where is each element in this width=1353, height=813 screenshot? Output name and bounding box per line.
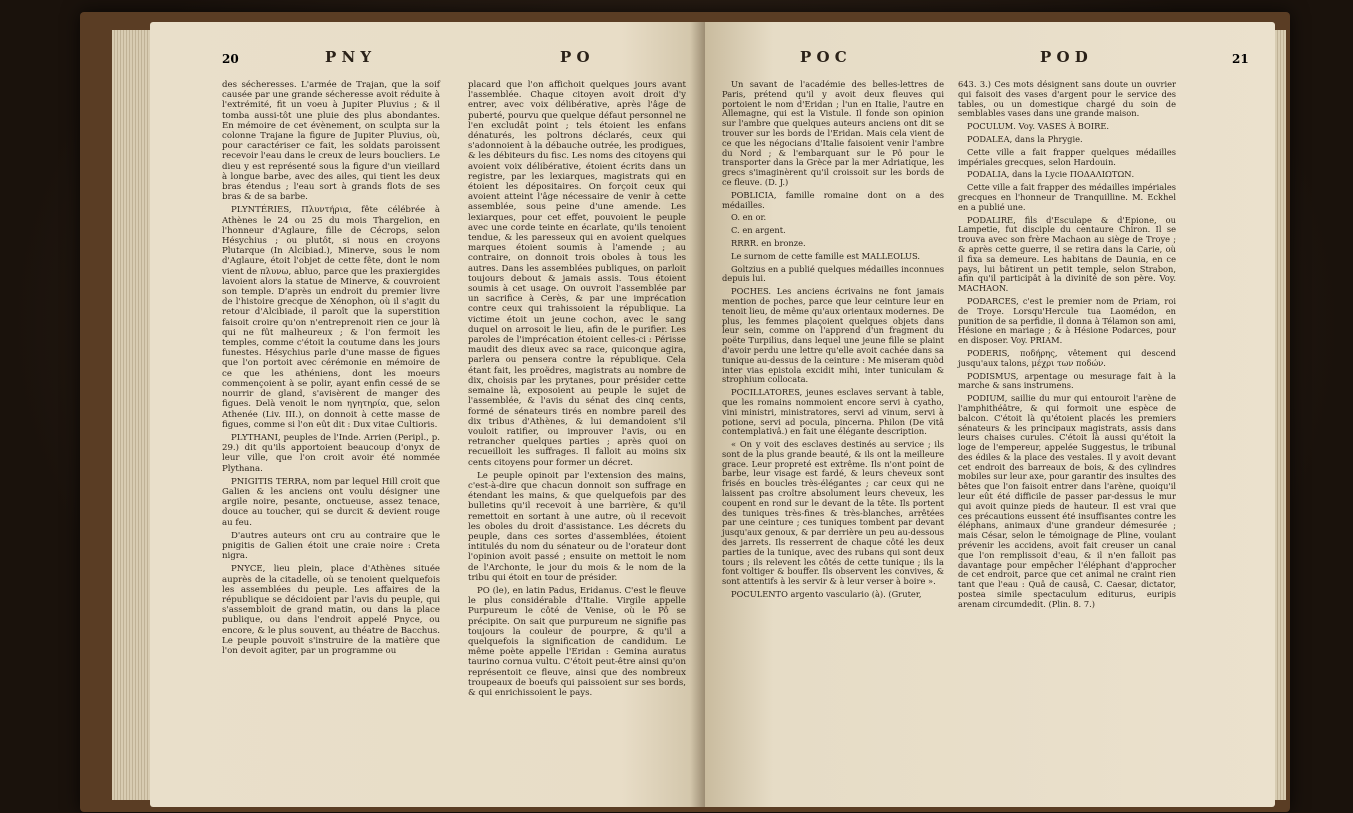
entry-pocillatores: POCILLATORES, jeunes esclaves servant à table, que les romains nommoient encore servi à cyatho, vini ministri, ministratores, servi ad vinum, servi à potione, servi ad pocula, pincerna. Philon (De vitâ contemplativâ.) en fait une élégante description. bbox=[722, 387, 944, 437]
entry-paragraph: Le peuple opinoit par l'extension des mains, c'est-à-dire que chacun donnoit son suffrage en étendant les mains, & que quelquefois par des bulletins qu'il recevoit à une barrière, & qu'il remettoit en sortant à une autre, où il recevoit les oboles du droit d'assistance. Les décrets du peuple, dans ces sortes d'assemblées, étoient intitulés du nom du sénateur ou de l'orateur dont l'opinion avoit passé ; ensuite on mettoit le nom de l'Archonte, le jour du mois & le nom de la tribu qui étoit en tour de présider. bbox=[468, 470, 686, 583]
entry-pnigitis: PNIGITIS TERRA, nom par lequel Hill croit que Galien & les anciens ont voulu désigner une argile noire, pesante, onctueuse, assez tenace, douce au toucher, qui se durcit & devient rouge au feu. bbox=[222, 476, 440, 528]
left-column-2 bbox=[468, 80, 686, 701]
quotation-paragraph: « On y voit des esclaves destinés au service ; ils sont de la plus grande beauté, & ils ont la meilleure grace. Leur propreté est extrême. Ils n'ont point de barbe, leur visage est fardé, & leurs cheveux sont frisés en boucles très-élégantes ; car ceux qui ne laissent pas croître absolument leurs cheveux, les coupent en rond sur le devant de la tête. Ils portent des tuniques très-fines & très-blanches, arrêtées par une ceinture ; ces tuniques tombent par devant jusqu'aux genoux, & par derrière un peu au-dessous des jarrets. Ils resserrent de chaque côté les deux parties de la tunique, avec des rubans qui sont deux tours ; ils relevent les côtés de cette tunique ; ils la font voltiger & bouffer. Ils observent les convives, & sont attentifs à les servir & à leur verser à boire ». bbox=[722, 439, 944, 587]
entry-podismus: PODISMUS, arpentage ou mesurage fait à la marche & sans instrumens. bbox=[958, 370, 1176, 391]
entry-podarces: PODARCES, c'est le premier nom de Priam, roi de Troye. Lorsqu'Hercule tua Laomédon, en punition de sa perfidie, il donna à Télamon son ami, Hésione en mariage ; & à Hésione Podarces, pour en disposer. Voy. PRIAM. bbox=[958, 295, 1176, 346]
entry-pnigitis-note: D'autres auteurs ont cru au contraire que le pnigitis de Galien étoit une craie noire : Creta nigra. bbox=[222, 530, 440, 562]
entry-po: PO (le), en latin Padus, Eridanus. C'est le fleuve le plus considérable d'Italie. Virgile appelle Purpureum le côté de Venise, où le Pô se précipite. On sait que purpureum ne signifie pas toujours la couleur de pourpre, & qu'il a quelquefois la signification de candidum. Le même poète appelle l'Eridan : Gemina auratus taurino cornua vultu. C'étoit peut-être ainsi qu'on représentoit ce fleuve, ainsi que des nombreux troupeaux de boeufs qui paissoient sur ses bords, & qui enrichissoient le pays. bbox=[468, 585, 686, 698]
list-item: C. en argent. bbox=[731, 225, 786, 236]
right-header-left: P O C bbox=[800, 48, 847, 66]
entry-plythani: PLYTHANI, peuples de l'Inde. Arrien (Peripl., p. 29.) dit qu'ils apportoient beaucoup d'onyx de leur ville, que l'on croit avoir été nommée Plythana. bbox=[222, 432, 440, 474]
entry-podium: PODIUM, saillie du mur qui entouroit l'arène de l'amphithéâtre, & qui formoit une espèce de balcon. C'étoit là qu'étoient placés les premiers sénateurs & les principaux magistrats, assis dans leurs chaises curules. C'étoit là aussi qu'étoit la loge de l'empereur, appelée Suggestus, le tribunal des édiles & la place des vestales. Il y avoit devant cet endroit des barreaux de bois, & des cylindres mobiles sur leur axe, pour garantir des insultes des bêtes que l'on faisoit entrer dans l'arène, quoiqu'il leur eût été difficile de passer par-dessus le mur qui avoit quinze pieds de hauteur. Il est vrai que ces précautions eussent été insuffisantes contre les éléphans, animaux d'une grandeur démesurée ; mais César, selon le témoignage de Pline, voulant prévenir les accidens, avoit fait creuser un canal que l'on remplissoit d'eau, & il n'en falloit pas davantage pour empêcher l'éléphant d'approcher de cet endroit, parce que cet animal ne craint rien tant que l'eau : Quâ de causâ, C. Caesar, dictator, postea simile spectaculum editurus, euripis arenam circumdedit. (Plin. 8. 7.) bbox=[958, 393, 1176, 609]
left-header-right: P O bbox=[560, 48, 590, 66]
entry-plynteries: PLYNTÉRIES, Πλυντήρια, fête célébrée à Athènes le 24 ou 25 du mois Thargelion, en l'honneur d'Aglaure, fille de Cécrops, selon Hésychius ; ou plutôt, si nous en croyons Plutarque (In Alcibiad.), Minerve, sous le nom d'Aglaure, étoit l'objet de cette fête, dont le nom vient de πλυνω, abluo, parce que les praxiergides lavoient alors la statue de Minerve, & couvroient son temple. D'après un endroit du premier livre de l'histoire grecque de Xénophon, où il s'agit du retour d'Alcibiade, il paroît que la superstition faisoit croire qu'on n'entreprenoit rien ce jour là qui ne fût malheureux ; & l'on fermoit les temples, comme c'étoit la coutume dans les jours funestes. Hésychius parle d'une masse de figues que l'on portoit avec cérémonie en mémoire de ce que les athéniens, dont les moeurs commençoient à se polir, ayant enfin cessé de se nourrir de gland, s'avisèrent de manger des figues. Delà venoit le nom ηγητηρία, que, selon Athenée (Liv. III.), on donnoit à cette masse de figues, comme si l'on eût dit : Dux vitae Cultioris. bbox=[222, 205, 440, 430]
entry-poderis: PODERIS, ποδήρης, vêtement qui descend jusqu'aux talons, μέχρι των ποδών. bbox=[958, 347, 1176, 368]
list-item: RRRR. en bronze. bbox=[731, 237, 806, 248]
entry-poculum: POCULUM. Voy. VASES À BOIRE. bbox=[967, 121, 1110, 132]
right-column-1 bbox=[722, 80, 944, 603]
entry-paragraph: Cette ville a fait frapper quelques médailles impériales grecques, selon Hardouin. bbox=[958, 146, 1176, 167]
page-edges-left bbox=[112, 30, 152, 800]
entry-podalea: PODALEA, dans la Phrygie. bbox=[967, 133, 1083, 144]
entry-poblicia: POBLICIA, famille romaine dont on a des médailles. bbox=[722, 189, 944, 210]
left-page-number: 20 bbox=[222, 52, 239, 66]
list-item: O. en or. bbox=[731, 212, 767, 223]
right-page-number: 21 bbox=[1232, 52, 1249, 66]
entry-paragraph: Goltzius en a publié quelques médailles inconnues depuis lui. bbox=[722, 263, 944, 284]
entry-paragraph: Un savant de l'académie des belles-lettres de Paris, prétend qu'il y avoit deux fleuves qui portoient le nom d'Eridan ; l'un en Italie, l'autre en Allemagne, qui est la Vistule. Il fonde son opinion sur l'ambre que quelques auteurs anciens ont dit se trouver sur les bords de l'Eridan. Mais cela vient de ce que les négocians d'Italie faisoient venir l'ambre du Nord ; & l'embarquant sur le Pô pour le transporter dans la Grèce par la mer Adriatique, les grecs s'imaginèrent qu'il croissoit sur les bords de ce fleuve. (D. J.) bbox=[722, 79, 944, 187]
entry-paragraph: des sécheresses. L'armée de Trajan, que la soif causée par une grande sécheresse avoit réduite à l'extrémité, fit un voeu à Jupiter Pluvius ; & il tomba aussi-tôt une pluie des plus abondantes. En mémoire de cet évènement, on sculpta sur la colonne Trajane la figure de Jupiter Pluvius, où, pour caractériser ce fait, les soldats paroissent recevoir l'eau dans le creux de leurs boucliers. Le dieu y est représenté sous la figure d'un vieillard à longue barbe, avec des ailes, qui tient les deux bras étendus ; l'eau sort à grands flots de ses bras & de sa barbe. bbox=[222, 80, 440, 203]
entry-paragraph: placard que l'on affichoit quelques jours avant l'assemblée. Chaque citoyen avoit droit d'y entrer, avec voix délibérative, après l'âge de puberté, pourvu que quelque défaut personnel ne l'en excludât point ; tels étoient les enfans dénaturés, les poltrons déclarés, ceux qui s'adonnoient à la débauche outrée, les prodigues, & les débiteurs du fisc. Les noms des citoyens qui avoient voix délibérative, étoient écrits dans un registre, par les lexiarques, magistrats qui en étoient les dépositaires. On forçoit ceux qui avoient atteint l'âge nécessaire de venir à cette assemblée, sous peine d'une amende. Les lexiarques, pour cet effet, pouvoient le peuple avec une corde teinte en écarlate, qu'ils tenoient tendue, & les paresseux qui en avoient quelques marques étoient soumis à l'amende ; au contraire, on donnoit trois oboles à tous les autres. Dans les assemblées publiques, on parloit toujours debout & jamais assis. Tous étoient soumis à cet usage. On ouvroit l'assemblée par un sacrifice à Cerès, & par une imprécation contre ceux qui trahissoient la république. La victime étoit un jeune cochon, avec le sang duquel on arrosoit le lieu, afin de le purifier. Les paroles de l'imprécation étoient celles-ci : Périsse maudit des dieux avec sa race, quiconque agira, parlera ou pensera contre la république. Cela étant fait, les proëdres, magistrats au nombre de dix, choisis par les prytanes, pour présider cette semaine là, exposoient au peuple le sujet de l'assemblée, & l'avis du sénat des cinq cents, formé de sénateurs tirés en nombre pareil des dix tribus d'Athènes, & lui demandoient s'il vouloit ratifier, ou improuver l'avis, ou en retrancher quelques parties ; après quoi on recueilloit les suffrages. Il falloit au moins six cents citoyens pour former un décret. bbox=[468, 80, 686, 468]
right-column-2 bbox=[958, 80, 1176, 613]
entry-poculento: POCULENTO argento vasculario (à). (Gruter, bbox=[731, 589, 922, 600]
entry-pnyce: PNYCE, lieu plein, place d'Athènes située auprès de la citadelle, où se tenoient quelquefois les assemblées du peuple. Les affaires de la république se décidoient par l'avis du peuple, qui s'assembloit de grand matin, ou dans la place publique, ou dans l'endroit appelé Pnyce, ou encore, & le plus souvent, au théatre de Bacchus. Le peuple pouvoit s'instruire de la matière que l'on devoit agiter, par un programme ou bbox=[222, 564, 440, 656]
left-column-1 bbox=[222, 80, 440, 659]
left-header-left: P N Y bbox=[325, 48, 372, 66]
entry-paragraph: Le surnom de cette famille est MALLEOLUS. bbox=[731, 250, 921, 261]
entry-podalire: PODALIRE, fils d'Esculape & d'Epione, ou Lampetie, fut disciple du centaure Chiron. Il se trouva avec son frère Machaon au siège de Troye ; & après cette guerre, il se retira dans la Carie, où il fixa sa demeure. Les habitans de Daunia, en ce pays, lui bâtirent un petit temple, selon Strabon, afin qu'il participât à la divinité de son père. Voy. MACHAON. bbox=[958, 214, 1176, 294]
entry-poches: POCHES. Les anciens écrivains ne font jamais mention de poches, parce que leur ceinture leur en tenoit lieu, de même qu'aux orientaux modernes. De plus, les femmes plaçoient quelques objets dans leur sein, comme on l'apprend d'un fragment du poëte Turpilius, dans lequel une jeune fille se plaint d'avoir perdu une lettre qu'elle avoit cachée dans sa tunique au-dessus de la ceinture : Me miseram quòd inter vias epistola excidit mihi, inter tuniculam & strophium collocata. bbox=[722, 286, 944, 385]
entry-paragraph: 643. 3.) Ces mots désignent sans doute un ouvrier qui faisoit des vases d'argent pour le service des tables, ou un domestique chargé du soin de semblables vases dans une grande maison. bbox=[958, 79, 1176, 119]
entry-paragraph: Cette ville a fait frapper des médailles impériales grecques en l'honneur de Tranquilline. M. Eckhel en a publié une. bbox=[958, 182, 1176, 212]
entry-podalia: PODALIA, dans la Lycie ΠΟΔΑΛΙΩΤΩΝ. bbox=[967, 169, 1135, 180]
right-header-right: P O D bbox=[1040, 48, 1088, 66]
